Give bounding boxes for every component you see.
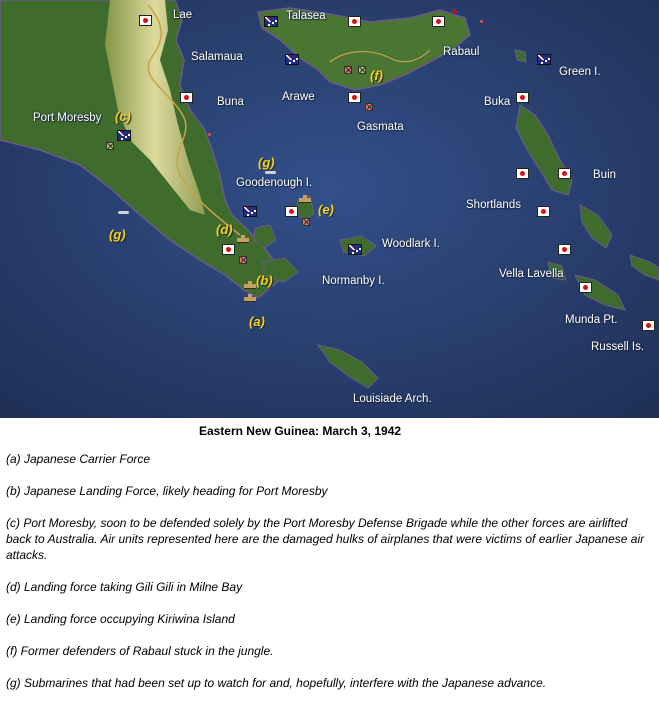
- key-e: (e): [318, 202, 334, 217]
- japanese-base-new-georgia[interactable]: [579, 282, 592, 293]
- green-island-land: [515, 50, 526, 62]
- map-caption: Eastern New Guinea: March 3, 1942: [198, 424, 402, 438]
- japanese-base-talasea[interactable]: [348, 16, 361, 27]
- japanese-base-arawe[interactable]: [348, 92, 361, 103]
- japanese-base-russell[interactable]: [642, 320, 655, 331]
- allied-unit-gasmata[interactable]: [365, 103, 373, 111]
- allied-base-woodlark[interactable]: [348, 244, 362, 255]
- japanese-base-rabaul[interactable]: [432, 16, 445, 27]
- note-c: (c) Port Moresby, soon to be defended solely by the Port Moresby Defense Brigade while the other forces are airlifted back to Australia. Air units represented here are the damaged hulks of airplanes that were victims of earlier Japanese air attacks.: [6, 516, 645, 562]
- japanese-base-vella-lavella[interactable]: [558, 244, 571, 255]
- landing-force-kiriwina-ship[interactable]: [299, 198, 311, 203]
- label-salamaua: Salamaua: [191, 51, 243, 63]
- label-talasea: Talasea: [286, 10, 326, 22]
- landing-unit-milne-bay[interactable]: [239, 256, 247, 264]
- label-gasmata: Gasmata: [357, 121, 404, 133]
- key-a: (a): [249, 314, 265, 329]
- label-goodenough: Goodenough I.: [236, 177, 313, 189]
- map-dot: [208, 133, 211, 136]
- label-normanby: Normanby I.: [322, 275, 385, 287]
- japanese-base-buna[interactable]: [180, 92, 193, 103]
- key-g-south: (g): [109, 227, 126, 242]
- label-russell: Russell Is.: [591, 341, 645, 353]
- allied-unit-port-moresby[interactable]: [106, 142, 114, 150]
- label-lae: Lae: [173, 9, 193, 21]
- japanese-base-goodenough[interactable]: [285, 206, 298, 217]
- key-g-north: (g): [258, 155, 275, 170]
- key-b: (b): [256, 273, 273, 288]
- allied-base-talasea[interactable]: [264, 16, 278, 27]
- note-d: (d) Landing force taking Gili Gili in Milne Bay: [6, 580, 243, 594]
- allied-unit-rabaul-2[interactable]: [358, 66, 366, 74]
- allied-base-salamaua[interactable]: [285, 54, 299, 65]
- landing-force-ship-1[interactable]: [244, 284, 256, 289]
- key-c: (c): [115, 109, 131, 124]
- allied-base-green-i[interactable]: [537, 54, 551, 65]
- note-a: (a) Japanese Carrier Force: [6, 452, 151, 466]
- key-f: (f): [370, 68, 383, 83]
- submarine-north[interactable]: [265, 171, 276, 174]
- note-e: (e) Landing force occupying Kiriwina Island: [6, 612, 235, 626]
- label-buka: Buka: [484, 96, 511, 108]
- label-woodlark: Woodlark I.: [382, 238, 440, 250]
- label-rabaul: Rabaul: [443, 46, 480, 58]
- allied-base-goodenough[interactable]: [243, 206, 257, 217]
- submarine-south[interactable]: [118, 211, 129, 214]
- aircraft-icon[interactable]: ✈: [450, 7, 459, 18]
- label-louisiade: Louisiade Arch.: [353, 393, 432, 405]
- landing-force-ship-2[interactable]: [244, 297, 256, 302]
- japanese-base-shortlands[interactable]: [537, 206, 550, 217]
- allied-unit-rabaul-1[interactable]: [344, 66, 352, 74]
- japanese-base-buka[interactable]: [516, 92, 529, 103]
- landing-unit-kiriwina[interactable]: [302, 218, 310, 226]
- label-buin: Buin: [593, 169, 617, 181]
- landing-force-milne-bay-ship[interactable]: [237, 238, 249, 243]
- label-shortlands: Shortlands: [466, 199, 521, 211]
- japanese-base-buin[interactable]: [558, 168, 571, 179]
- japanese-base-bougainville[interactable]: [516, 168, 529, 179]
- japanese-base-lae[interactable]: [139, 15, 152, 26]
- label-green-i: Green I.: [559, 66, 601, 78]
- note-f: (f) Former defenders of Rabaul stuck in the jungle.: [6, 644, 274, 658]
- allied-base-port-moresby[interactable]: [117, 130, 131, 141]
- label-port-moresby: Port Moresby: [33, 112, 102, 124]
- map-dot: [480, 20, 483, 23]
- label-vella-lavella: Vella Lavella: [499, 268, 564, 280]
- note-b: (b) Japanese Landing Force, likely heading for Port Moresby: [6, 484, 328, 498]
- label-buna: Buna: [217, 96, 244, 108]
- label-arawe: Arawe: [282, 91, 315, 103]
- note-g: (g) Submarines that had been set up to watch for and, hopefully, interfere with the Japanese advance.: [6, 676, 547, 690]
- label-munda: Munda Pt.: [565, 314, 618, 326]
- key-d: (d): [216, 222, 233, 237]
- japanese-base-milne-bay[interactable]: [222, 244, 235, 255]
